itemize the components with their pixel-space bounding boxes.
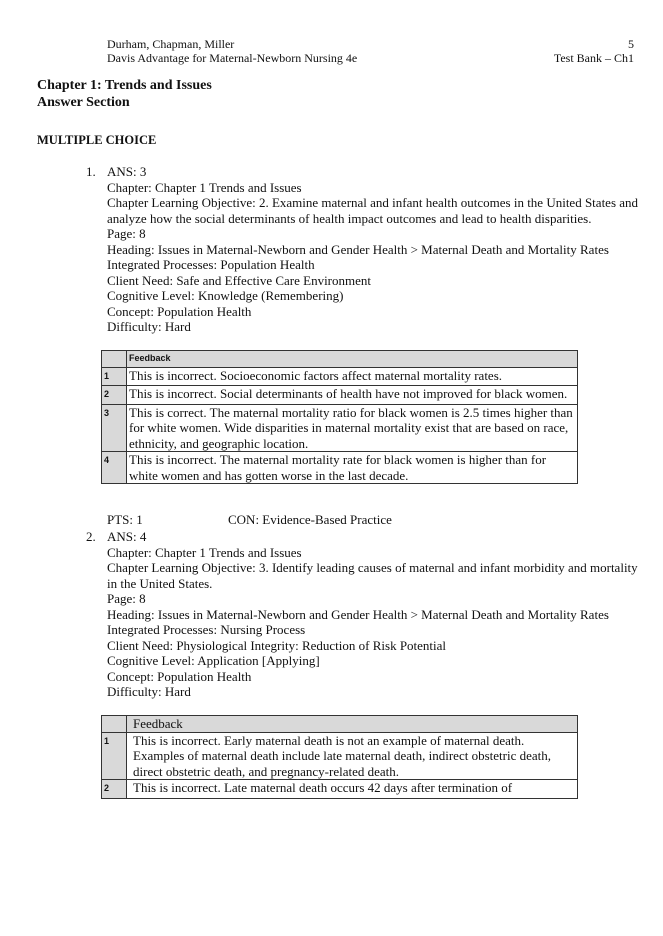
cognitive-level-line: Cognitive Level: Application [Applying] bbox=[107, 653, 320, 668]
table-row bbox=[102, 452, 578, 484]
table-corner-cell bbox=[102, 351, 127, 368]
option-index: 1 bbox=[102, 732, 127, 780]
table-row bbox=[102, 732, 578, 780]
answer-line: ANS: 3 bbox=[107, 164, 147, 179]
header-authors: Durham, Chapman, Miller bbox=[107, 37, 235, 51]
table-row bbox=[102, 780, 578, 799]
cognitive-level-line: Cognitive Level: Knowledge (Remembering) bbox=[107, 288, 344, 303]
question-number: 2. bbox=[86, 529, 96, 544]
heading-line: Heading: Issues in Maternal-Newborn and Gender Health > Maternal Death and Mortality Rates bbox=[107, 606, 609, 622]
learning-objective-line: Chapter Learning Objective: 3. Identify leading causes of maternal and infant morbidity and mortality in the United States. bbox=[107, 560, 638, 591]
chapter-line: Chapter: Chapter 1 Trends and Issues bbox=[107, 544, 302, 560]
client-need-line: Client Need: Safe and Effective Care Environment bbox=[107, 272, 371, 288]
option-index: 4 bbox=[102, 452, 127, 484]
difficulty-line: Difficulty: Hard bbox=[107, 319, 191, 334]
learning-objective-line: Chapter Learning Objective: 2. Examine maternal and infant health outcomes in the United States and analyze how the social determinants of health impact outcomes and lead to health disparities. bbox=[107, 195, 639, 226]
difficulty-line: Difficulty: Hard bbox=[107, 684, 191, 699]
integrated-processes-line: Integrated Processes: Population Health bbox=[107, 257, 315, 272]
feedback-text: This is incorrect. Late maternal death occurs 42 days after termination of bbox=[127, 780, 578, 799]
header-page-number: 5 bbox=[628, 37, 634, 51]
points-label: PTS: 1 bbox=[107, 512, 143, 527]
client-need-line: Client Need: Physiological Integrity: Reduction of Risk Potential bbox=[107, 637, 447, 653]
option-index: 3 bbox=[102, 404, 127, 452]
option-index: 2 bbox=[102, 386, 127, 405]
concept-tag: CON: Evidence-Based Practice bbox=[228, 512, 392, 527]
chapter-title: Chapter 1: Trends and Issues bbox=[37, 78, 212, 93]
page-line: Page: 8 bbox=[107, 591, 146, 606]
integrated-processes-line: Integrated Processes: Nursing Process bbox=[107, 622, 306, 637]
feedback-text: This is incorrect. The maternal mortality rate for black women is higher than for white women and has gotten worse in the last decade. bbox=[127, 452, 578, 484]
feedback-header: Feedback bbox=[127, 351, 578, 368]
feedback-header: Feedback bbox=[127, 716, 578, 733]
feedback-text: This is incorrect. Social determinants of health have not improved for black women. bbox=[127, 386, 578, 405]
table-row bbox=[102, 404, 578, 452]
question-2-details bbox=[107, 529, 647, 700]
table-row bbox=[102, 367, 578, 386]
table-row bbox=[102, 386, 578, 405]
section-label: MULTIPLE CHOICE bbox=[37, 133, 157, 147]
table-row bbox=[102, 351, 578, 368]
concept-line: Concept: Population Health bbox=[107, 668, 252, 684]
concept-line: Concept: Population Health bbox=[107, 303, 252, 319]
answer-section-title: Answer Section bbox=[37, 95, 130, 110]
feedback-text: This is incorrect. Socioeconomic factors affect maternal mortality rates. bbox=[127, 367, 578, 386]
header-book-title: Davis Advantage for Maternal-Newborn Nursing 4e bbox=[107, 51, 358, 65]
table-corner-cell bbox=[102, 716, 127, 733]
table-row bbox=[102, 716, 578, 733]
page-line: Page: 8 bbox=[107, 226, 146, 241]
option-index: 2 bbox=[102, 780, 127, 799]
option-index: 1 bbox=[102, 367, 127, 386]
header-test-bank: Test Bank – Ch1 bbox=[553, 51, 634, 65]
heading-line: Heading: Issues in Maternal-Newborn and Gender Health > Maternal Death and Mortality Rates bbox=[107, 241, 609, 257]
answer-line: ANS: 4 bbox=[107, 529, 147, 544]
feedback-text: This is correct. The maternal mortality ratio for black women is 2.5 times higher than for white women. Wide disparities in maternal mortality exist that are based on race, ethnicity, and geographic location. bbox=[127, 404, 578, 452]
chapter-line: Chapter: Chapter 1 Trends and Issues bbox=[107, 179, 302, 195]
feedback-table bbox=[101, 715, 578, 799]
question-1-details bbox=[107, 164, 647, 335]
feedback-table bbox=[101, 350, 578, 484]
feedback-text: This is incorrect. Early maternal death is not an example of maternal death. Examples of maternal death include late maternal death, indirect obstetric death, direct obstetric death, and pregnancy-related death. bbox=[127, 732, 578, 780]
question-number: 1. bbox=[86, 164, 96, 179]
